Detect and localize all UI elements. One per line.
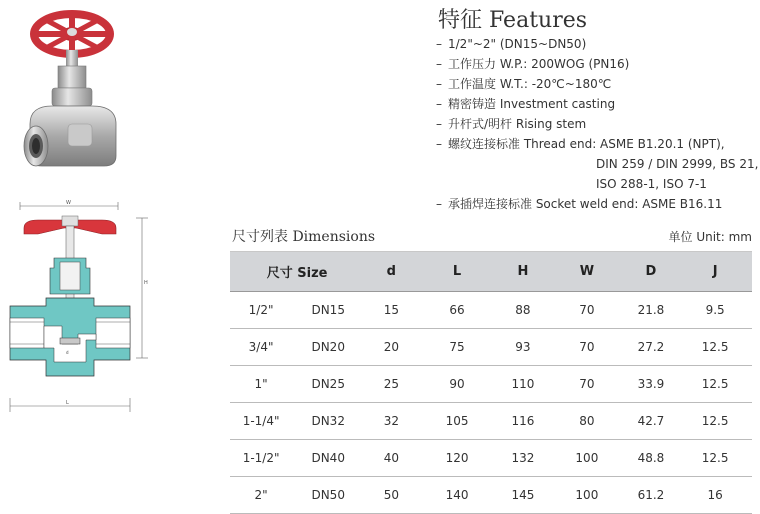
cell-size-inch: 2" xyxy=(230,477,292,514)
valve-section-drawing xyxy=(6,198,156,418)
header-bigd: D xyxy=(624,252,679,292)
cell-j: 12.5 xyxy=(678,403,752,440)
feature-text: 升杆式/明杆 Rising stem xyxy=(448,117,587,131)
feature-item-temperature xyxy=(436,74,758,94)
cell-bigd: 61.2 xyxy=(624,477,679,514)
cell-h: 88 xyxy=(496,292,550,329)
cell-size-dn: DN40 xyxy=(292,440,364,477)
feature-text: 承插焊连接标准 Socket weld end: ASME B16.11 xyxy=(448,197,723,211)
cell-d: 25 xyxy=(364,366,418,403)
cell-d: 50 xyxy=(364,477,418,514)
header-j: J xyxy=(678,252,752,292)
dimensions-title: 尺寸列表 Dimensions xyxy=(232,229,376,245)
bullet-dash: – xyxy=(436,137,442,151)
cell-size-inch: 1-1/4" xyxy=(230,403,292,440)
cell-size-dn: DN25 xyxy=(292,366,364,403)
header-l: L xyxy=(418,252,495,292)
cell-l: 140 xyxy=(418,477,495,514)
cell-w: 80 xyxy=(550,403,623,440)
cell-d: 32 xyxy=(364,403,418,440)
cell-bigd: 48.8 xyxy=(624,440,679,477)
dim-d-label: d xyxy=(66,350,69,355)
cell-size-dn: DN15 xyxy=(292,292,364,329)
cell-size-dn: DN20 xyxy=(292,329,364,366)
cell-bigd: 33.9 xyxy=(624,366,679,403)
cell-size-inch: 1/2" xyxy=(230,292,292,329)
bullet-dash: – xyxy=(436,57,442,71)
cell-bigd: 21.8 xyxy=(624,292,679,329)
cell-j: 16 xyxy=(678,477,752,514)
features-title: 特征 Features xyxy=(438,8,588,33)
cell-size-dn: DN50 xyxy=(292,477,364,514)
cell-w: 100 xyxy=(550,477,623,514)
cell-h: 93 xyxy=(496,329,550,366)
bullet-dash: – xyxy=(436,37,442,51)
cell-l: 75 xyxy=(418,329,495,366)
features-list xyxy=(436,34,758,214)
header-w: W xyxy=(550,252,623,292)
table-row xyxy=(230,477,752,514)
table-header-row xyxy=(230,252,752,292)
table-row xyxy=(230,440,752,477)
valve-photo xyxy=(12,6,142,178)
cell-l: 90 xyxy=(418,366,495,403)
feature-item-size xyxy=(436,34,758,54)
cell-h: 132 xyxy=(496,440,550,477)
header-size: 尺寸 Size xyxy=(230,252,364,292)
bullet-dash: – xyxy=(436,77,442,91)
cell-l: 66 xyxy=(418,292,495,329)
dim-l-label: L xyxy=(66,400,69,406)
feature-item-casting xyxy=(436,94,758,114)
cell-w: 70 xyxy=(550,329,623,366)
cell-size-dn: DN32 xyxy=(292,403,364,440)
cell-w: 70 xyxy=(550,292,623,329)
cell-l: 120 xyxy=(418,440,495,477)
feature-text: 螺纹连接标准 Thread end: ASME B1.20.1 (NPT), xyxy=(448,137,725,151)
cell-h: 145 xyxy=(496,477,550,514)
dimensions-table xyxy=(230,251,752,514)
cell-w: 100 xyxy=(550,440,623,477)
bullet-dash: – xyxy=(436,97,442,111)
cell-j: 12.5 xyxy=(678,366,752,403)
cell-j: 9.5 xyxy=(678,292,752,329)
cell-bigd: 42.7 xyxy=(624,403,679,440)
cell-j: 12.5 xyxy=(678,329,752,366)
cell-w: 70 xyxy=(550,366,623,403)
cell-size-inch: 1-1/2" xyxy=(230,440,292,477)
dim-h-label: H xyxy=(144,280,148,286)
feature-text: 工作压力 W.P.: 200WOG (PN16) xyxy=(448,57,630,71)
table-row xyxy=(230,292,752,329)
bullet-dash: – xyxy=(436,117,442,131)
bullet-dash: – xyxy=(436,197,442,211)
cell-d: 20 xyxy=(364,329,418,366)
cell-bigd: 27.2 xyxy=(624,329,679,366)
cell-h: 116 xyxy=(496,403,550,440)
feature-text: 精密铸造 Investment casting xyxy=(448,97,616,111)
feature-text: 工作温度 W.T.: -20℃~180℃ xyxy=(448,77,612,91)
feature-item-thread-cont: DIN 259 / DIN 2999, BS 21, xyxy=(596,157,759,171)
header-d: d xyxy=(364,252,418,292)
table-row xyxy=(230,403,752,440)
feature-item-thread-cont: ISO 288-1, ISO 7-1 xyxy=(596,177,707,191)
cell-h: 110 xyxy=(496,366,550,403)
table-row xyxy=(230,366,752,403)
cell-size-inch: 3/4" xyxy=(230,329,292,366)
feature-item-thread xyxy=(436,134,758,154)
feature-item-stem xyxy=(436,114,758,134)
cell-j: 12.5 xyxy=(678,440,752,477)
feature-item-socket-weld xyxy=(436,194,758,214)
unit-label: 单位 Unit: mm xyxy=(668,230,752,244)
cell-d: 40 xyxy=(364,440,418,477)
dim-w-label: W xyxy=(66,200,71,206)
cell-d: 15 xyxy=(364,292,418,329)
cell-size-inch: 1" xyxy=(230,366,292,403)
feature-text: 1/2"~2" (DN15~DN50) xyxy=(448,37,587,51)
header-h: H xyxy=(496,252,550,292)
feature-item-pressure xyxy=(436,54,758,74)
cell-l: 105 xyxy=(418,403,495,440)
table-row xyxy=(230,329,752,366)
